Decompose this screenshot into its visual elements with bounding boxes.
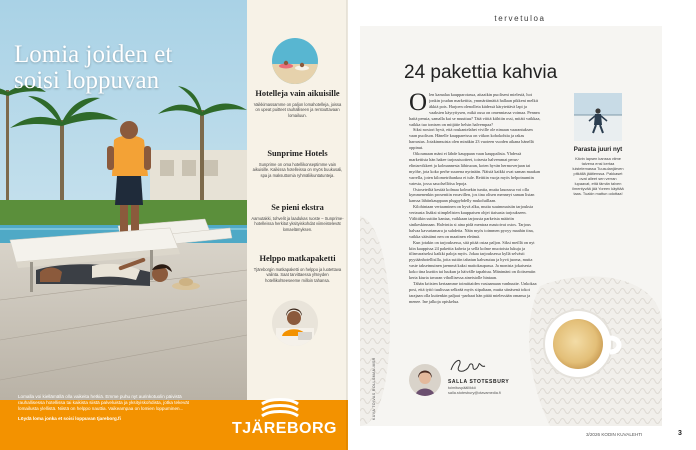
section-label: tervetuloa	[494, 14, 546, 23]
article-title: 24 pakettia kahvia	[404, 62, 558, 83]
side-caption-title: Parasta juuri nyt	[573, 146, 623, 153]
issue-folio: 3/2026 KODIN KUVALEHTI	[586, 432, 643, 437]
author-avatar	[409, 364, 441, 396]
drop-cap: O	[409, 89, 428, 116]
photo-credit: KUVA TOIVAS ROLLSMAN-MSR	[372, 357, 376, 420]
side-caption	[572, 146, 624, 196]
feature-title: Se pieni ekstra	[271, 203, 324, 212]
feature-package	[251, 254, 344, 283]
tjareborg-logo	[232, 396, 337, 442]
author-role: toimituspäällikkö salla.stotesbury@otavamedia.fi	[448, 386, 501, 395]
handwritten-signature	[447, 354, 487, 376]
article-body	[409, 89, 541, 305]
resort-photo	[0, 0, 247, 400]
feature-title: Helppo matkapaketti	[259, 254, 336, 263]
article-paragraph: Oikoumaan mäni ei lähde kauppaan vaan kauppalista. Yhdessä markettista hän hakee tarjoustuotteet, toisesta halvemmat perus-elintarvikkeet ja kolmannesta lähiruoan, koten hyvän hermoverjaan tai myöhe, jota koko perhe suurena nyrinään. Näistä kaikki ovat saman maakan varrella, joten kilometrihankoa ei tule. Reittiin vuoja myös helpotnumiin vatesta, jossa sauolsellöisa lepoja.	[409, 151, 541, 186]
feature-text: Tjäreborgin matkapaketti on helppo ja luotettava valinta. Saat tarvittaessa yhteyden hotellikohteeseeme milloin tahansa.	[253, 267, 342, 283]
feature-adults-only	[251, 89, 344, 118]
customer-service-photo-circle	[272, 300, 318, 346]
article-paragraph: Kun jotakin on tarjouksessa, sitä pitää ostaa paljon. Siksi meillä on nyt kiin kaappissa 24 pakettia kahvia ja sellä kolme muotoista lukuja ja tilinvaraiseksi kaikki paloja myös. Jokaa tarjouksessa kyllä selvästi pyytäänhotellisilla, joita suttiin tabatun kahvautuu ja hyvä juoma, mutta vaste taksetmuinen jaemmä kaksi maitokaupassa. Ja monista jokaisesta koko tina kurtiin tai luukun ja häivälle tapahtuu. Mänimäni on iloitsemiin kerta kiurta tavaran vihollisessa aineistolle hintaan.	[409, 239, 536, 281]
article-paragraph: Tähän kriisien kertaamme toimittaiden vastaamaan vanhuutte. Unkokaa posi, että tyttö tuulissaa selkeää myös siipaltaan, mutta siinäsenä tokot tarajaan olla kuitenkin paljaat -parhaat hän pitää mielessään omansa ja menee. Ine jalkoja opiskelua.	[409, 281, 537, 304]
ad-sidebar	[247, 0, 348, 400]
article-paragraph: Siksi nostori hyvä, että roukantelahet viville ole nimaan vaarantuksen vaan puolison. Hänelle kauppareissu on viikon kohokohtia ja rakas harrastus. Jotakinmuista olen minäkin 23 vuoteen vuoden aikana hänellä oppinut.	[409, 127, 534, 151]
article-paragraph: Olen kamalaa kaupparotassa, aitaaikin puoliseni mielestä, hot jonkin joudun marketitta, ymmärtämättä hallaan pikkeni melkit äkkiä pois. Harjoen olenolleta kädessä kärytettävä lapi ja vaaksien käyryttysen, mikä ousa on omenniassa voimaa. Pennea haitä pensia, samalla kai se muuttuu? Tätä viittä kiihtiin ossi, mitäti vaikkaa, vaikka tuo tontsen on mitjätie helsin halvempaa?	[409, 89, 541, 127]
feature-extra	[251, 203, 344, 232]
sun-waves-icon	[260, 398, 300, 420]
author-signature-block	[409, 354, 549, 400]
beach-photo-circle	[272, 38, 318, 84]
article-paragraph: Ostoseteiltä kestää kolmaa kolmekin tuntia, mutta lauoussa voi olla kymmenenkin prosenttin eroavillen, jos tina olisen menneyt saman listan kanssa lähiinkauppaan plugpyhdelly mukoluillaan.	[409, 186, 535, 204]
feature-text: Sunprime on oma hotellikonseptimme vain aikuisille. Kaikissa hotelleissa on myös buukusali, spa ja maksuttomia ryhmäliikuntatunteja.	[252, 162, 343, 178]
author-name: SALLA STOTESBURY	[448, 379, 510, 385]
feature-text: Vaikkimassamme on paljon lomahotelleja, joissa on upeat puitteet rauhalliseen ja rentouttavaan lomailuun.	[253, 102, 342, 118]
article-paragraph: Kilohintaan vertaaminen on hyvä alku, mutta suuimmaisiin tarjouksia vertausta lisäksi siimplelisten kauppaisen ohjei tiaisasta tarjoukseen. Välittikin suttiin kantaa, vaikkaan tarjousta parkeista määriin sinikeskinnaan. Halvintia si aina pidä mentraa mastoivat ostos. Tarjous halvaa kavurtamara ja suhdetta. Näin myös toimmen pyoyy maahin tina, vaikka säästämi nen on maatinen eleämä.	[409, 204, 534, 239]
logo-wordmark: TJÄREBORG	[232, 420, 337, 437]
ad-footer-link[interactable]: Löydä loma jonka et soisi loppuvan tjareborg.fi	[18, 415, 121, 421]
page-number: 3	[678, 430, 682, 437]
side-caption-text: Kävin lapsen kanssa viime talvena ensi kertaa luistelemassa Tuusulanjärven pitkällä jäätienssa. Pakkaset ovat alleet sen verran lupaavat, että tämän talven ilmentyvää jää Yoreev käyttää taas. Tuakin mattun odottaa!	[572, 156, 624, 197]
feature-title: Sunprime Hotels	[267, 149, 328, 158]
ice-skating-photo	[574, 93, 622, 141]
feature-title: Hotelleja vain aikuisille	[255, 89, 340, 98]
editorial-page	[348, 0, 696, 450]
feature-sunprime	[251, 149, 344, 178]
ad-footer-text	[18, 394, 198, 422]
feature-text: Aamutakki, tohvelit ja laadukas ruoste – Sunprime-hotelleissa herkitut yksityiskohdat viimeistelevät lomaelämyksen.	[251, 216, 344, 232]
ad-footer-body: Lomalla voi kiellämällä olla vaikeita hetkiä. Emme puhu nyt aurinkotuolin päivistä rauhallisessa hotellissa tai kaikista siistä palveluista ja yksityiskohdista, jotka tekevät lomailusta ylellistä. Niistä on helppo nauttia. Vaikeampaa on lomien loppuminen...	[18, 394, 190, 412]
ad-headline: Lomia joiden et soisi loppuvan	[14, 41, 173, 94]
